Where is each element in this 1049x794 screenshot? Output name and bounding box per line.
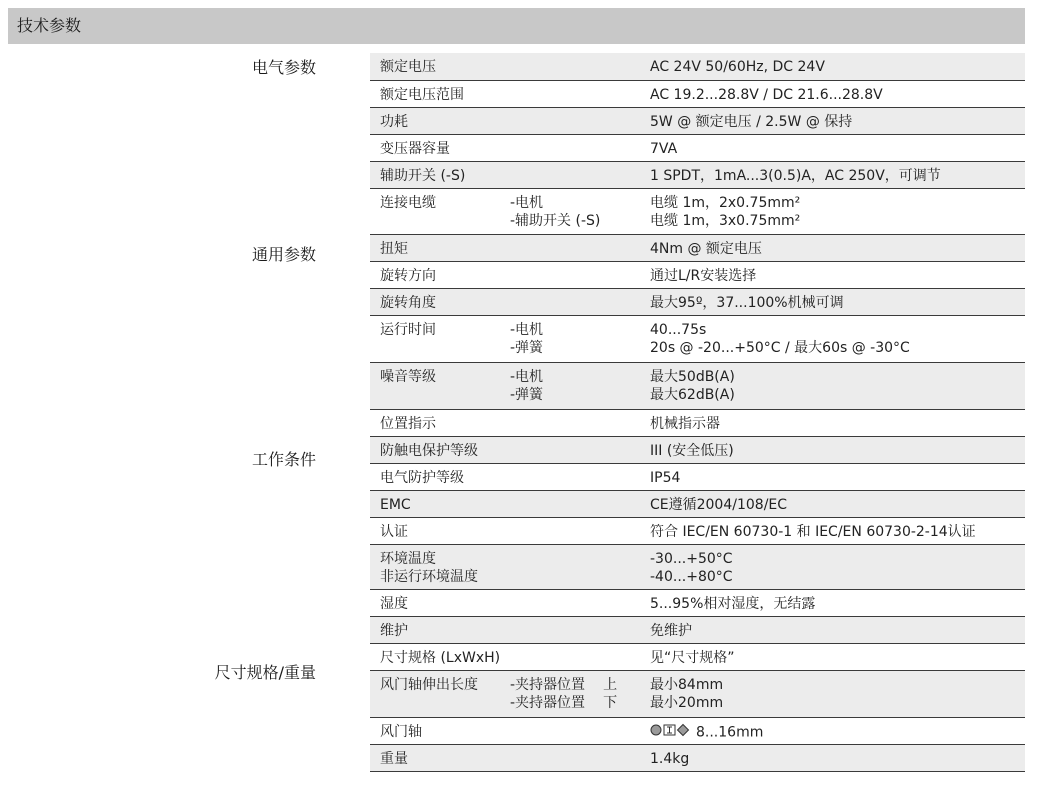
param-label: 连接电缆 xyxy=(380,195,436,211)
table-row xyxy=(370,189,1025,235)
param-value: 40...75s xyxy=(650,322,707,338)
position-bottom: 下 xyxy=(603,695,618,711)
sub-label: -电机 xyxy=(510,369,544,385)
category-general: 通用参数 xyxy=(251,245,316,264)
table-row xyxy=(370,545,1025,590)
table-row xyxy=(370,464,1025,491)
table-row xyxy=(370,671,1025,718)
table-row xyxy=(370,644,1025,671)
param-value: 最大50dB(A) xyxy=(650,369,735,385)
table-row xyxy=(370,235,1025,262)
category-electrical: 电气参数 xyxy=(251,58,316,77)
sub-label: -辅助开关 (-S) xyxy=(510,213,601,229)
param-label: 额定电压范围 xyxy=(380,87,464,103)
param-label: 噪音等级 xyxy=(380,369,436,385)
param-label: 旋转角度 xyxy=(380,295,436,311)
param-label: 旋转方向 xyxy=(380,268,436,284)
param-value: 1.4kg xyxy=(650,751,690,767)
table-row xyxy=(370,617,1025,644)
param-label: 电气防护等级 xyxy=(380,470,464,486)
param-values xyxy=(650,194,800,230)
sub-label: -弹簧 xyxy=(510,387,544,403)
param-values xyxy=(650,676,723,712)
param-values xyxy=(650,550,733,586)
section-header xyxy=(8,8,1025,44)
table-row xyxy=(370,590,1025,617)
param-value: 电缆 1m，3x0.75mm² xyxy=(650,213,801,229)
param-label: 位置指示 xyxy=(380,416,436,432)
param-value: 最小84mm xyxy=(650,677,724,693)
param-label: EMC xyxy=(380,497,411,513)
sub-label: -电机 xyxy=(510,322,544,338)
param-value: 电缆 1m，2x0.75mm² xyxy=(650,195,801,211)
param-label: 防触电保护等级 xyxy=(380,443,478,459)
param-label: 维护 xyxy=(380,623,408,639)
param-value: 5...95%相对湿度，无结露 xyxy=(650,596,816,612)
param-value: 1 SPDT，1mA...3(0.5)A，AC 250V，可调节 xyxy=(650,168,941,184)
param-value: 机械指示器 xyxy=(650,416,720,432)
param-values xyxy=(650,368,735,404)
param-label: 尺寸规格 (LxWxH) xyxy=(380,650,501,666)
param-value: 符合 IEC/EN 60730-1 和 IEC/EN 60730-2-14认证 xyxy=(650,524,976,540)
param-label: 认证 xyxy=(380,524,408,540)
table-row xyxy=(370,289,1025,316)
param-value: AC 19.2...28.8V / DC 21.6...28.8V xyxy=(650,87,883,103)
table-row xyxy=(370,410,1025,437)
table-row xyxy=(370,491,1025,518)
table-row xyxy=(370,135,1025,162)
param-label: 功耗 xyxy=(380,114,408,130)
sub-label-line xyxy=(510,694,617,712)
param-label: 环境温度 xyxy=(380,551,436,567)
sub-label: -夹持器位置 xyxy=(510,677,586,693)
sub-label: -电机 xyxy=(510,195,544,211)
table-row xyxy=(370,437,1025,464)
spec-table xyxy=(370,53,1025,772)
param-sub-labels xyxy=(510,194,600,230)
sub-label: -弹簧 xyxy=(510,340,544,356)
param-value: 7VA xyxy=(650,141,678,157)
category-dimensions-weight: 尺寸规格/重量 xyxy=(214,663,316,682)
param-label: 变压器容量 xyxy=(380,141,450,157)
param-value: 4Nm @ 额定电压 xyxy=(650,241,762,257)
param-value: 5W @ 额定电压 / 2.5W @ 保持 xyxy=(650,114,853,130)
param-sub-labels xyxy=(510,321,543,357)
param-value: 通过L/R安装选择 xyxy=(650,268,757,284)
param-value: CE遵循2004/108/EC xyxy=(650,497,788,513)
sub-label-line xyxy=(510,676,617,694)
table-row xyxy=(370,718,1025,745)
table-row xyxy=(370,745,1025,772)
table-row xyxy=(370,108,1025,135)
param-value: 最大62dB(A) xyxy=(650,387,735,403)
param-value: IP54 xyxy=(650,470,681,486)
param-value: 8...16mm xyxy=(696,724,764,741)
param-value: -30...+50°C xyxy=(650,551,733,567)
param-label: 非运行环境温度 xyxy=(380,569,478,585)
sub-label: -夹持器位置 xyxy=(510,695,586,711)
table-row xyxy=(370,262,1025,289)
param-sub-labels xyxy=(510,368,543,404)
param-labels xyxy=(380,550,478,586)
param-values xyxy=(650,321,910,357)
param-label: 额定电压 xyxy=(380,59,436,75)
param-value: 见“尺寸规格” xyxy=(650,650,735,666)
param-label: 风门轴伸出长度 xyxy=(380,677,478,693)
param-label: 风门轴 xyxy=(380,724,422,740)
category-operating-conditions: 工作条件 xyxy=(251,450,316,469)
table-row xyxy=(370,363,1025,410)
param-label: 运行时间 xyxy=(380,322,436,338)
param-label: 重量 xyxy=(380,751,408,767)
table-row xyxy=(370,81,1025,108)
param-value: 免维护 xyxy=(650,623,692,639)
section-title: 技术参数 xyxy=(17,16,82,35)
table-row xyxy=(370,162,1025,189)
param-value: III (安全低压) xyxy=(650,443,734,459)
position-top: 上 xyxy=(603,677,618,693)
param-value-group xyxy=(650,723,763,742)
param-value: 最小20mm xyxy=(650,695,724,711)
shaft-round-square-icon xyxy=(650,723,690,742)
param-sub-labels xyxy=(510,676,617,712)
param-label: 湿度 xyxy=(380,596,408,612)
param-value: AC 24V 50/60Hz, DC 24V xyxy=(650,59,825,75)
table-row xyxy=(370,518,1025,545)
table-row xyxy=(370,53,1025,81)
param-value: -40...+80°C xyxy=(650,569,733,585)
param-value: 20s @ -20...+50°C / 最大60s @ -30°C xyxy=(650,340,910,356)
param-value: 最大95º，37...100%机械可调 xyxy=(650,295,844,311)
table-row xyxy=(370,316,1025,363)
param-label: 辅助开关 (-S) xyxy=(380,168,466,184)
param-label: 扭矩 xyxy=(380,241,408,257)
